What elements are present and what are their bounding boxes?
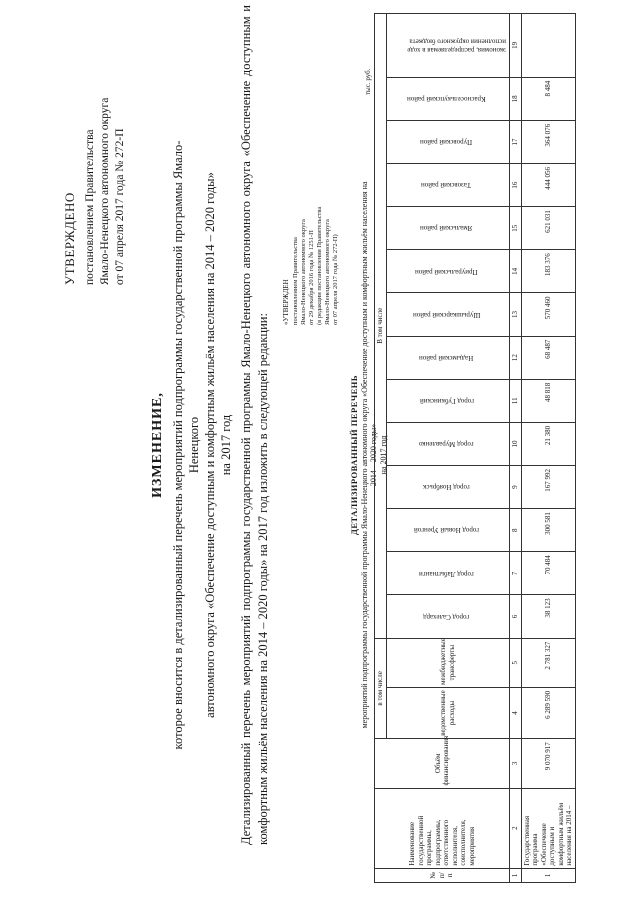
- amendment-line: которое вносится в детализированный перечень мероприятий подпрограммы государственной программы Ямало-Ненецкого: [171, 140, 201, 750]
- approval-block: [62, 25, 128, 285]
- stamp-line: Ямало-Ненецкого автономного округа: [300, 219, 307, 325]
- amendment-header: [150, 125, 234, 765]
- header-municipality: Красноселькупский район: [386, 77, 510, 120]
- col-number: 16: [510, 164, 522, 207]
- units-label: тыс. руб.: [364, 68, 372, 95]
- approval-title: УТВЕРЖДЕНО: [62, 192, 77, 285]
- header-municipality: Надымский район: [386, 336, 510, 379]
- col-number: 13: [510, 293, 522, 336]
- stamp-line: постановлением Правительства: [292, 237, 299, 325]
- header-municipality: город Губкинский: [386, 379, 510, 422]
- row-value: 183 376: [521, 250, 575, 293]
- header-municipality: город Лабытнанги: [386, 552, 510, 595]
- header-mezhb: межбюджетные трансферты: [386, 638, 510, 687]
- stamp-line: от 07 апреля 2017 года № 272-П): [332, 234, 339, 325]
- row-value: 167 992: [521, 466, 575, 509]
- header-municipality: Приуральский район: [386, 250, 510, 293]
- row-vedom: 6 289 590: [521, 687, 575, 738]
- col-number: 6: [510, 595, 522, 638]
- header-municipality: Тазовский район: [386, 164, 510, 207]
- intro-paragraph: Детализированный перечень мероприятий подпрограммы государственной программы Ямало-Ненецкого автономного округа «Обеспечение доступным и комфортным жильём населения на 2014 – 2020 годы» на 2017 год изложить в следующей редакции:: [239, 5, 270, 845]
- approval-line: Ямало-Ненецкого автономного округа: [99, 97, 111, 285]
- row-volume: 9 070 917: [521, 739, 575, 788]
- header-municipality: Пуровский район: [386, 120, 510, 163]
- stamp-line: Ямало-Ненецкого автономного округа: [324, 219, 331, 325]
- col-number: 11: [510, 379, 522, 422]
- col-number: 7: [510, 552, 522, 595]
- row-value: [521, 14, 575, 78]
- financing-table: [374, 13, 576, 883]
- col-number: 1: [510, 868, 522, 882]
- amendment-heading: ИЗМЕНЕНИЕ,: [150, 392, 165, 498]
- col-number: 15: [510, 207, 522, 250]
- row-value: 570 460: [521, 293, 575, 336]
- header-volume: Объём финансирования: [375, 739, 510, 788]
- col-number: 10: [510, 422, 522, 465]
- row-mezhb: 2 781 327: [521, 638, 575, 687]
- stamp-title: «УТВЕРЖДЕН: [282, 279, 290, 325]
- header-name: Наименование государственной программы, подпрограммы, ответственного исполнителя, соисполнителя, мероприятия: [375, 788, 510, 868]
- column-number-row: [510, 14, 522, 883]
- col-number: 18: [510, 77, 522, 120]
- col-number: 9: [510, 466, 522, 509]
- row-value: 48 818: [521, 379, 575, 422]
- col-number: 2: [510, 788, 522, 868]
- header-incl-municipal: В том числе: [375, 14, 387, 639]
- row-value: 300 581: [521, 509, 575, 552]
- header-municipality: Шурышкарский район: [386, 293, 510, 336]
- row-num: 1: [521, 868, 575, 882]
- header-municipality: город Ноябрьск: [386, 466, 510, 509]
- col-number: 3: [510, 739, 522, 788]
- col-number: 12: [510, 336, 522, 379]
- header-municipality: экономия, распределяемая в ходе исполнения окружного бюджета: [386, 14, 510, 78]
- row-value: 38 123: [521, 595, 575, 638]
- col-number: 17: [510, 120, 522, 163]
- col-number: 19: [510, 14, 522, 78]
- col-number: 14: [510, 250, 522, 293]
- row-value: 444 056: [521, 164, 575, 207]
- amendment-line: на 2017 год: [219, 414, 233, 476]
- header-vedom: ведомственные расходы: [386, 687, 510, 738]
- list-title: ДЕТАЛИЗИРОВАННЫЙ ПЕРЕЧЕНЬ: [349, 374, 359, 536]
- table-row: [521, 14, 575, 883]
- row-value: 621 031: [521, 207, 575, 250]
- col-number: 8: [510, 509, 522, 552]
- stamp-line: от 29 декабря 2016 года № 1251-П: [308, 230, 315, 325]
- list-subtitle: мероприятий подпрограммы государственной программы Ямало-Ненецкого автономного округа «Обеспечение доступным и комфортным жильём населения на 2014 – 2020 годы»: [359, 181, 378, 729]
- approval-line: от 07 апреля 2017 года № 272-П: [114, 128, 126, 285]
- col-number: 4: [510, 687, 522, 738]
- header-incl: в том числе: [375, 638, 387, 739]
- header-municipality: город Новый Уренгой: [386, 509, 510, 552]
- row-value: 364 076: [521, 120, 575, 163]
- approval-stamp: [282, 125, 340, 325]
- approval-line: постановлением Правительства: [84, 129, 96, 285]
- header-municipality: город Муравленко: [386, 422, 510, 465]
- header-municipality: город Салехард: [386, 595, 510, 638]
- stamp-line: (в редакции постановления Правительства: [316, 206, 323, 325]
- row-value: 68 487: [521, 336, 575, 379]
- row-name: Государственная программа «Обеспечение доступным и комфортным жильём населения на 2014 –: [521, 788, 575, 868]
- header-municipality: Ямальский район: [386, 207, 510, 250]
- row-value: 8 484: [521, 77, 575, 120]
- row-value: 21 380: [521, 422, 575, 465]
- col-number: 5: [510, 638, 522, 687]
- row-value: 70 484: [521, 552, 575, 595]
- header-num: № п/п: [375, 868, 510, 882]
- amendment-line: автономного округа «Обеспечение доступным и комфортным жильём населения на 2014 – 2020 годы»: [203, 172, 217, 718]
- list-year: на 2017 год: [378, 435, 388, 475]
